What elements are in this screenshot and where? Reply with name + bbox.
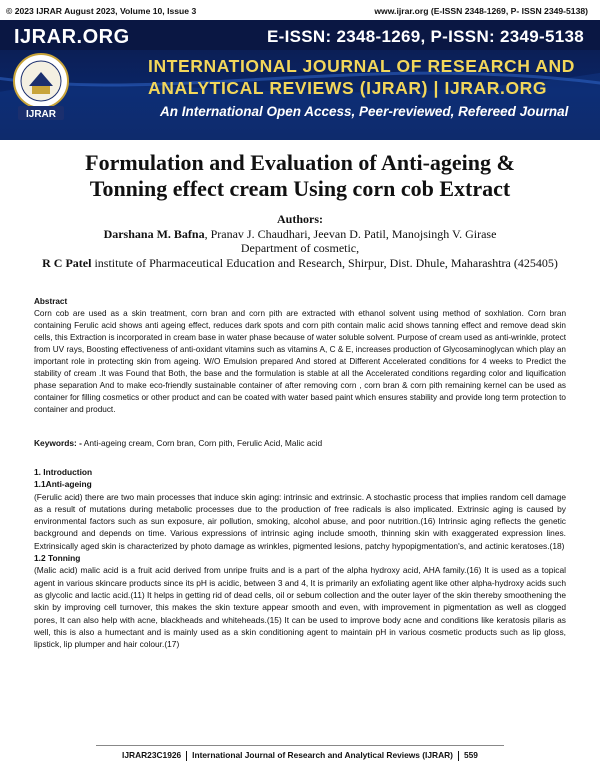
footer-journal: International Journal of Research and Analytical Reviews (IJRAR) <box>192 750 453 760</box>
abstract-heading: Abstract <box>34 297 68 306</box>
journal-tagline: An International Open Access, Peer-reviewed, Refereed Journal <box>160 104 569 119</box>
author-names <box>20 227 580 242</box>
author-block <box>20 212 580 270</box>
anti-ageing-heading: 1.1Anti-ageing <box>34 479 92 490</box>
title-line-1: Formulation and Evaluation of Anti-ageing & <box>85 150 515 175</box>
journal-name-line1: INTERNATIONAL JOURNAL OF RESEARCH AND <box>148 56 575 76</box>
department: Department of cosmetic, <box>240 241 360 255</box>
introduction-section <box>34 466 566 650</box>
keywords-list: Anti-ageing cream, Corn bran, Corn pith, Ferulic Acid, Malic acid <box>81 438 323 448</box>
header-website-issn: www.ijrar.org (E-ISSN 2348-1269, P- ISSN 2349-5138) <box>374 6 588 16</box>
logo-text: IJRAR <box>25 109 57 120</box>
coauthors: , Pranav J. Chaudhari, Jeevan D. Patil, Manojsingh V. Girase <box>204 226 497 241</box>
ijrar-logo <box>12 52 70 124</box>
footer-rule <box>96 745 504 746</box>
institute-address: institute of Pharmaceutical Education and Research, Shirpur, Dist. Dhule, Maharashtra (425405) <box>91 255 558 270</box>
footer-page-number: 559 <box>463 750 478 760</box>
abstract-section <box>34 296 566 416</box>
institute-name: R C Patel <box>42 255 92 270</box>
tonning-text: (Malic acid) malic acid is a fruit acid derived from unripe fruits and is a part of the alpha hydroxy acid, AHA family.(16) It is used as a topical agent in various skincare products since its pH is acidic, between 3 and 4, It is primarily an exfoliating agent like other alpha-hydroxy acids such as glycolic and lactic acid.(11) It helps in getting rid of dead cells, oil or sebum collection and the outer layer of the skin thereby smoothening the skin by improving cell turnover, this makes the skin texture appear smooth and even, with improvement in pigmentation as well as clogged pores, It can also help with acne, blackheads and whiteheads.(15) It can be used to improve body acne and conditions like keratosis pilaris as well, this is also a humectant and is mainly used as a skin conditioning agent to maintain pH in various cosmetic products such as lip gloss, lipstick, lip plumper and hair colour.(17) <box>34 565 566 650</box>
journal-name-line2: ANALYTICAL REVIEWS (IJRAR) | IJRAR.ORG <box>148 78 548 98</box>
title-line-2: Tonning effect cream Using corn cob Extract <box>89 176 511 201</box>
authors-heading: Authors: <box>276 212 323 226</box>
first-author: Darshana M. Bafna <box>103 226 205 241</box>
page-footer <box>0 750 600 761</box>
tonning-heading: 1.2 Tonning <box>34 553 81 564</box>
keywords-line <box>34 438 566 448</box>
banner-brand: IJRAR.ORG <box>14 26 130 48</box>
abstract-text: Corn cob are used as a skin treatment, corn bran and corn pith are extracted with ethanol solvent using method of soxhlation. Corn bran containing Ferulic acid shows anti ageing effect, reduces dark spots and corn pith contain malic acid shows tanning effect and remove dead skin cells, this Extraction is incorporated in cream base in water phase because of water soluble solvent. Purpose of cream used as anti-wrinkle, protect from UV rays, Boosting effectiveness of anti-oxidant vitamins such as vitamins A, C & E, increases production of Glycosaminoglycan which play an important role in protecting skin from ageing. W/O Emulsion prepared And stored at Different Accelerated conditions for 4 weeks to Predict the stability of cream .It was Found that Both, the base and the formulation is stable at all the Accelerated conditions regarding color and liquification phase separation And to make eco-friendly sustainable container of after removing corn , corn bran & corn pith remaining kernel can be used as container for filling cosmetics or other product and can be coated with water based paint which ensures stability and provide long term protection to container and product. <box>34 309 566 414</box>
institute <box>20 256 580 271</box>
keywords-label: Keywords: - <box>34 438 82 448</box>
page-header <box>0 4 600 18</box>
footer-paper-id: IJRAR23C1926 <box>122 750 182 760</box>
intro-heading: 1. Introduction <box>34 467 93 477</box>
anti-ageing-text: (Ferulic acid) there are two main processes that induce skin aging: intrinsic and extrinsic. A stochastic process that implies random cell damage as a result of mutations during metabolic processes due to the production of free radicals is also implicated. Extrinsic aging is caused by environmental factors such as sun exposure, air pollution, smoking, alcohol abuse, and poor nutrition.(16) Intrinsic aging reflects the genetic background and depends on time. Various expressions of intrinsic aging include smooth, thinning skin with exaggerated expression lines. Extrinsically aged skin is characterized by photo damage as wrinkles, pigmented lesions, patchy hypopigmentation's, and actinic keratoses.(18) <box>34 491 566 551</box>
banner-issn: E-ISSN: 2348-1269, P-ISSN: 2349-5138 <box>267 27 584 46</box>
paper-title <box>20 150 580 202</box>
header-issue-info: © 2023 IJRAR August 2023, Volume 10, Issue 3 <box>6 6 197 16</box>
